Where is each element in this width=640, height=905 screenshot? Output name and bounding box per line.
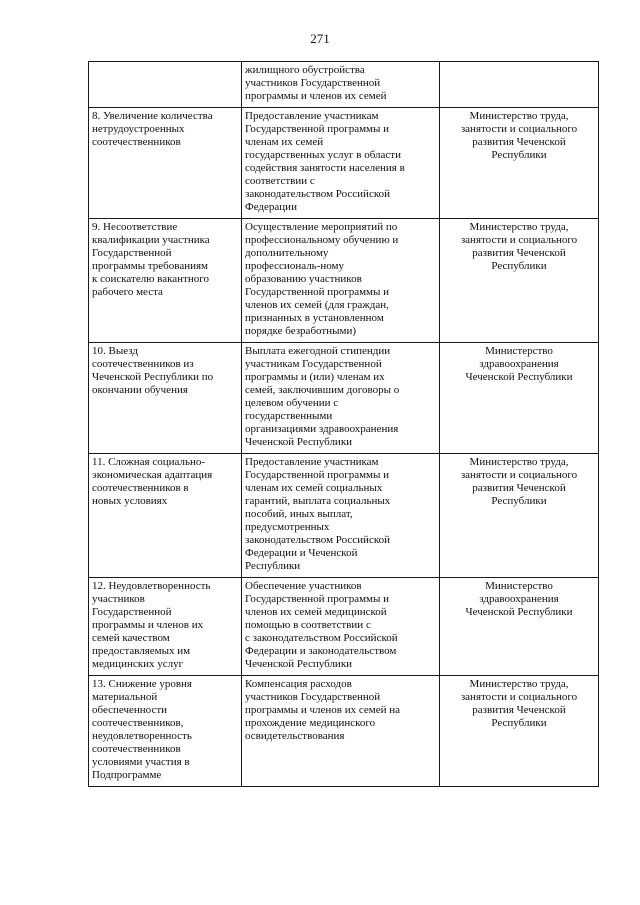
table-row xyxy=(89,62,599,108)
measures-table xyxy=(88,61,599,787)
executor-cell xyxy=(440,454,599,578)
measure-text: Осуществление мероприятий по профессиональному обучению и дополнительному профессиональ-ному образованию участников Государственной программы и членов их семей (для граждан, признанных в установленном порядке безработными) xyxy=(245,221,399,337)
measure-text: Выплата ежегодной стипендии участникам Государственной программы и (или) членам их семей, заключившим договоры о целевом обучении с государственными организациями здравоохранения Чеченской Республики xyxy=(245,345,400,448)
executor-cell xyxy=(440,676,599,787)
table-row xyxy=(89,108,599,219)
measure-cell xyxy=(242,108,440,219)
executor-cell xyxy=(440,343,599,454)
executor-cell xyxy=(440,62,599,108)
measure-cell xyxy=(242,219,440,343)
executor-cell xyxy=(440,578,599,676)
measure-cell xyxy=(242,454,440,578)
executor-cell xyxy=(440,219,599,343)
measure-cell xyxy=(242,343,440,454)
executor-text: Министерство труда, занятости и социального развития Чеченской Республики xyxy=(460,110,578,161)
measure-cell xyxy=(242,578,440,676)
problem-text: 9. Несоответствие квалификации участника Государственной программы требованиям к соискателю вакантного рабочего места xyxy=(92,221,210,298)
problem-text: 10. Выезд соотечественников из Чеченской Республики по окончании обучения xyxy=(92,345,214,396)
table-row xyxy=(89,219,599,343)
measure-text: жилищного обустройства участников Государственной программы и членов их семей xyxy=(245,64,387,102)
problem-cell xyxy=(89,62,242,108)
problem-cell xyxy=(89,108,242,219)
measure-text: Предоставление участникам Государственной программы и членам их семей социальных гарантий, выплата социальных пособий, иных выплат, предусмотренных законодательством Российской Федерации и Чеченской Республики xyxy=(245,456,391,572)
problem-text: 11. Сложная социально- экономическая адаптация соотечественников в новых условиях xyxy=(92,456,213,507)
executor-text: Министерство здравоохранения Чеченской Республики xyxy=(465,345,573,383)
problem-cell xyxy=(89,343,242,454)
table-row xyxy=(89,676,599,787)
executor-text: Министерство здравоохранения Чеченской Республики xyxy=(465,580,573,618)
measure-text: Компенсация расходов участников Государственной программы и членов их семей на прохождение медицинского освидетельствования xyxy=(245,678,400,742)
problem-cell xyxy=(89,454,242,578)
measure-cell xyxy=(242,676,440,787)
problem-cell xyxy=(89,219,242,343)
measure-text: Предоставление участникам Государственной программы и членам их семей государственных услуг в области содействия занятости населения в соответствии с законодательством Российской Федерации xyxy=(245,110,405,213)
problem-text: 12. Неудовлетворенность участников Государственной программы и членов их семей качеством предоставляемых им медицинских услуг xyxy=(92,580,211,670)
problem-text: 8. Увеличение количества нетрудоустроенных соотечественников xyxy=(92,110,213,148)
table-row xyxy=(89,454,599,578)
page-number: 271 xyxy=(310,31,330,46)
executor-text: Министерство труда, занятости и социального развития Чеченской Республики xyxy=(460,678,578,729)
executor-text: Министерство труда, занятости и социального развития Чеченской Республики xyxy=(460,456,578,507)
executor-text: Министерство труда, занятости и социального развития Чеченской Республики xyxy=(460,221,578,272)
executor-cell xyxy=(440,108,599,219)
table-row xyxy=(89,343,599,454)
problem-cell xyxy=(89,676,242,787)
measure-cell xyxy=(242,62,440,108)
problem-text: 13. Снижение уровня материальной обеспеченности соотечественников, неудовлетворенность соотечественников условиями участия в Подпрограмме xyxy=(92,678,192,781)
table-row xyxy=(89,578,599,676)
problem-cell xyxy=(89,578,242,676)
measure-text: Обеспечение участников Государственной программы и членов их семей медицинской помощью в соответствии с с законодательством Российской Федерации и законодательством Чеченской Республики xyxy=(245,580,398,670)
